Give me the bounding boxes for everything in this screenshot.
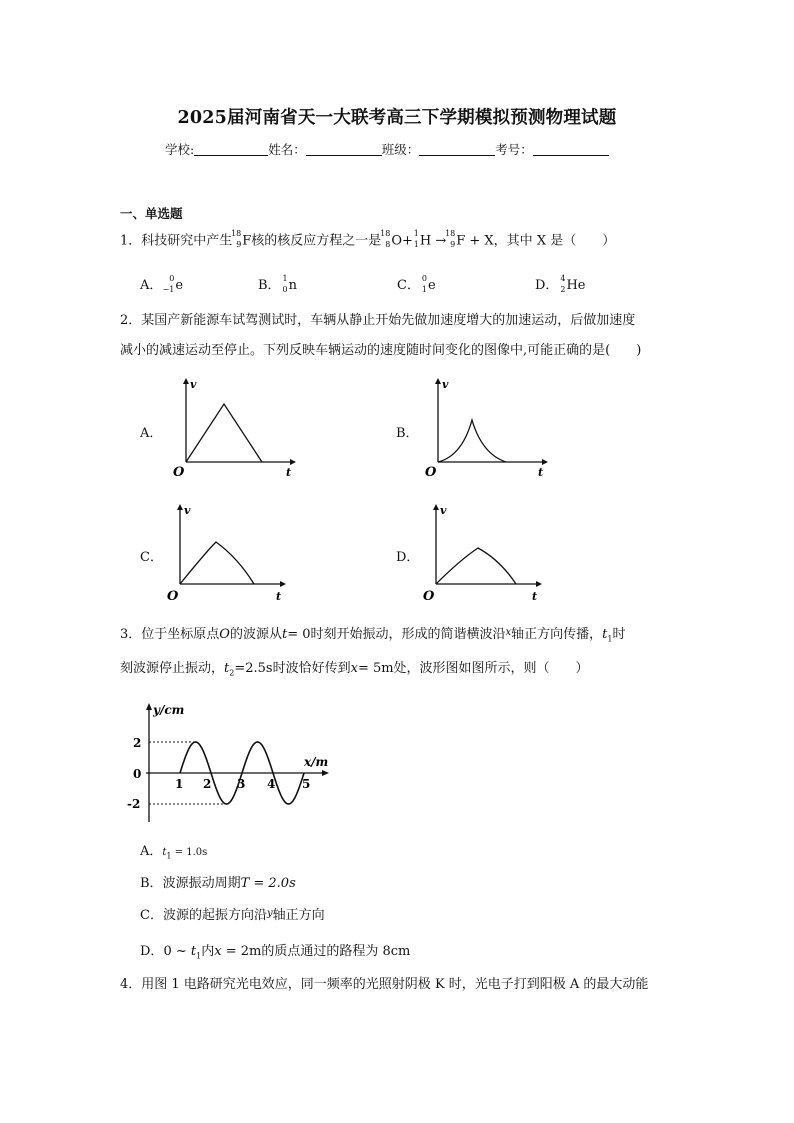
q3-wave-graph xyxy=(124,700,339,828)
student-info xyxy=(165,140,609,158)
q1-nuclide-h-prefix: 1 1 xyxy=(413,229,419,249)
q2-option-d-label[interactable]: D． xyxy=(396,550,420,565)
q2-graph-c[interactable] xyxy=(162,502,292,606)
q1-nuclide-f2-prefix: 18 9 xyxy=(445,229,456,249)
velocity-curve xyxy=(180,542,254,584)
velocity-curve xyxy=(186,404,262,462)
q2-option-c-label[interactable]: C． xyxy=(140,550,163,565)
question-1 xyxy=(120,229,616,251)
origin-label: O xyxy=(423,589,435,604)
v-axis-arrow xyxy=(183,378,189,384)
ytick-2: 2 xyxy=(133,736,142,750)
xtick-4: 4 xyxy=(267,777,276,791)
q1-nuclide-o-prefix: 18 8 xyxy=(380,229,391,249)
ytick-neg2: -2 xyxy=(127,797,141,811)
xtick-3: 3 xyxy=(237,777,246,791)
page-title: 2025届河南省天一大联考高三下学期模拟预测物理试题 xyxy=(177,108,617,128)
t-label: t xyxy=(538,466,544,479)
class-label: 班级： xyxy=(381,142,420,157)
v-axis-arrow xyxy=(435,378,441,384)
question-3-line-1: 3．位于坐标原点O的波源从t= 0时刻开始振动，形成的简谐横波沿$^x$轴正方向传播，$t_1$时 xyxy=(120,627,626,644)
ytick-0: 0 xyxy=(133,767,142,781)
v-label: v xyxy=(184,504,191,517)
exam-no-blank xyxy=(533,142,609,156)
question-3-line-2: 刻波源停止振动，$t_2=2.5s$时波恰好传到x= 5m处，波形图如图所示，则（ ） xyxy=(120,661,589,678)
t-axis-arrow xyxy=(280,581,286,587)
q2-graph-d[interactable] xyxy=(418,502,548,606)
v-axis-arrow xyxy=(177,504,183,510)
q1-option-a[interactable]: A． 0 −1 e xyxy=(140,273,184,294)
q1-option-b[interactable]: B． 1 0 n xyxy=(258,273,297,294)
t-label: t xyxy=(532,590,538,603)
origin-label: O xyxy=(167,589,179,604)
origin-label: O xyxy=(425,465,437,480)
y-axis-label: y/cm xyxy=(153,703,185,717)
q1-text-3: O+ xyxy=(391,233,413,249)
q2-option-b-label[interactable]: B． xyxy=(396,426,419,441)
q1-nuclide-f-prefix: 18 9 xyxy=(231,229,242,249)
q1-text-1: 1．科技研究中产生 xyxy=(120,233,233,249)
q1-text-2: F核的核反应方程之一是 xyxy=(242,233,382,249)
question-4-line-1: 4．用图 1 电路研究光电效应，同一频率的光照射阴极 K 时，光电子打到阳极 A 的最大动能 xyxy=(120,977,649,992)
q3-option-b[interactable]: B．波源振动周期T = 2.0s xyxy=(140,876,296,891)
q1-option-d[interactable]: D． 4 2 He xyxy=(535,273,586,294)
x-axis-label: x/m xyxy=(304,755,329,769)
origin-label: O xyxy=(173,465,185,480)
velocity-curve xyxy=(438,420,506,462)
q1-text-4: H → xyxy=(419,233,447,249)
q2-option-a-label[interactable]: A． xyxy=(140,426,163,441)
v-axis-arrow xyxy=(433,504,439,510)
xtick-1: 1 xyxy=(175,777,184,791)
t-label: t xyxy=(276,590,282,603)
q3-option-d[interactable]: D．0 ~ $t_1$内x = 2m的质点通过的路程为 8cm xyxy=(140,944,411,961)
t-axis-arrow xyxy=(290,459,296,465)
q1-text-5: F + X，其中 X 是（ ） xyxy=(456,233,616,249)
q1-option-c[interactable]: C． 0 1 e xyxy=(397,273,436,294)
name-blank xyxy=(306,142,382,156)
question-2-line-2: 减小的减速运动至停止。下列反映车辆运动的速度随时间变化的图像中,可能正确的是( ) xyxy=(120,343,642,358)
t-label: t xyxy=(286,466,292,479)
t-axis-arrow xyxy=(542,459,548,465)
exam-no-label: 考号： xyxy=(495,142,533,157)
q2-graph-b[interactable] xyxy=(420,376,550,480)
q3-option-c[interactable]: C．波源的起振方向沿$^y$轴正方向 xyxy=(140,908,325,923)
school-label: 学校: xyxy=(165,142,195,157)
xtick-5: 5 xyxy=(302,777,311,791)
q3-option-a[interactable]: A．$t_1 = 1.0s$ xyxy=(140,844,208,861)
name-label: 姓名： xyxy=(268,142,306,157)
v-label: v xyxy=(442,378,449,391)
xtick-2: 2 xyxy=(203,777,212,791)
q2-graph-a[interactable] xyxy=(168,376,298,480)
y-axis-arrow xyxy=(146,703,152,710)
v-label: v xyxy=(440,504,447,517)
velocity-curve xyxy=(436,548,516,584)
class-blank xyxy=(419,142,495,156)
x-axis-arrow xyxy=(322,770,329,776)
v-label: v xyxy=(190,378,197,391)
school-blank xyxy=(194,142,268,156)
question-2-line-1: 2．某国产新能源车试驾测试时，车辆从静止开始先做加速度增大的加速运动，后做加速度 xyxy=(120,313,636,328)
t-axis-arrow xyxy=(536,581,542,587)
section-heading: 一、单选题 xyxy=(120,206,183,221)
